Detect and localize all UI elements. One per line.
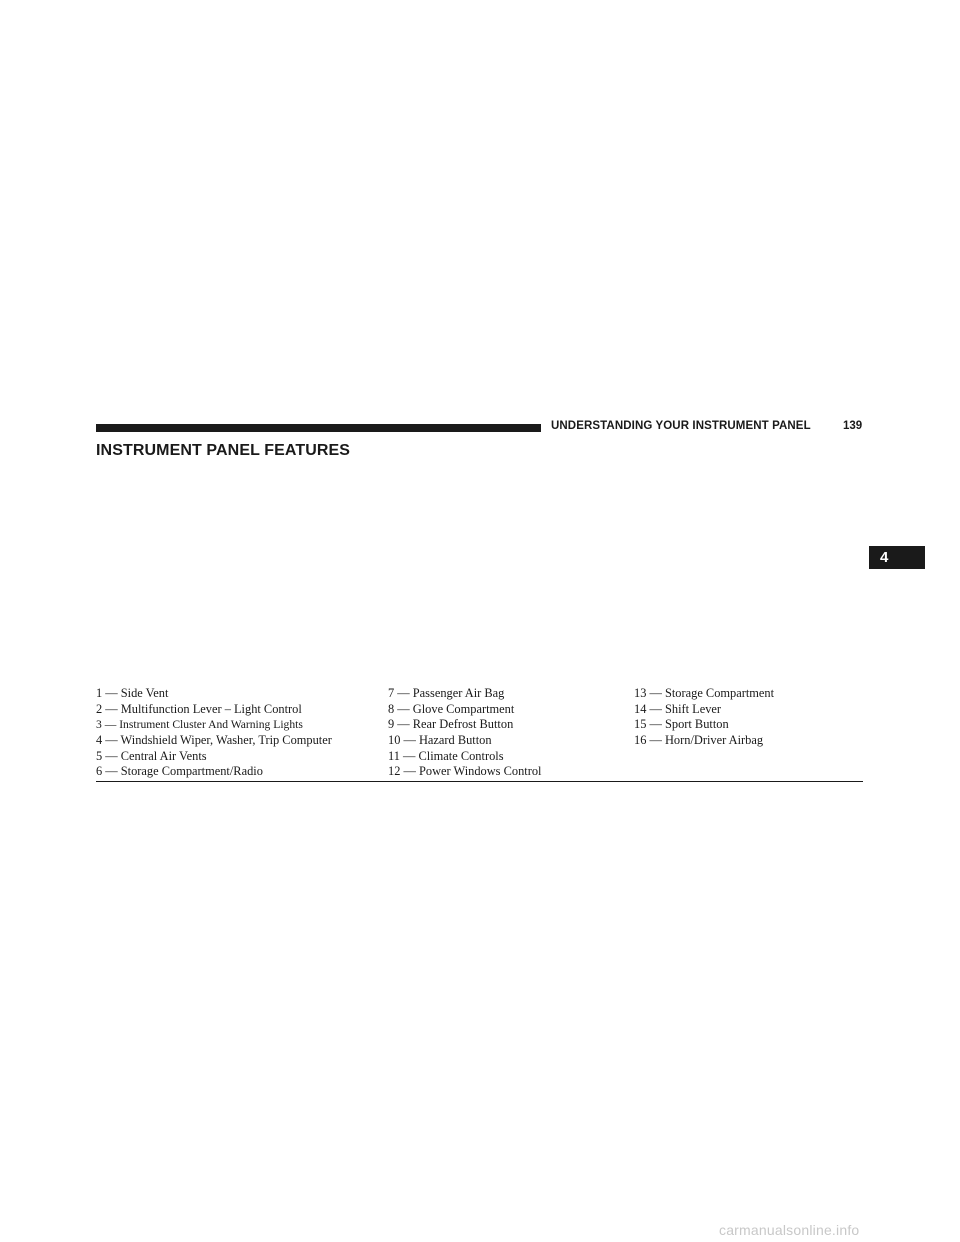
legend-item: 16 — Horn/Driver Airbag xyxy=(634,733,764,748)
section-title: INSTRUMENT PANEL FEATURES xyxy=(96,442,351,459)
legend-item: 5 — Central Air Vents xyxy=(96,748,207,763)
legend-item: 2 — Multifunction Lever – Light Control xyxy=(96,701,302,716)
legend-item: 11 — Climate Controls xyxy=(388,748,504,763)
legend-column-1 xyxy=(96,686,332,780)
legend-item: 13 — Storage Compartment xyxy=(634,686,775,700)
legend-item: 14 — Shift Lever xyxy=(634,701,722,716)
legend-item: 9 — Rear Defrost Button xyxy=(388,717,514,732)
legend-item: 10 — Hazard Button xyxy=(388,733,492,748)
legend-column-2 xyxy=(388,686,541,780)
legend-item: 12 — Power Windows Control xyxy=(388,764,542,779)
legend-item: 8 — Glove Compartment xyxy=(388,701,515,716)
legend-item: 4 — Windshield Wiper, Washer, Trip Computer xyxy=(96,733,332,748)
header-rule-bar xyxy=(96,424,541,432)
running-header-title: UNDERSTANDING YOUR INSTRUMENT PANEL xyxy=(551,420,811,432)
legend-bottom-rule xyxy=(96,781,863,782)
legend-item: 1 — Side Vent xyxy=(96,686,169,700)
legend-item: 15 — Sport Button xyxy=(634,717,729,732)
page-number: 139 xyxy=(843,420,863,432)
legend-column-3 xyxy=(634,686,774,749)
chapter-tab[interactable]: 4 xyxy=(869,546,925,569)
legend-item: 6 — Storage Compartment/Radio xyxy=(96,764,263,779)
legend-item: 3 — Instrument Cluster And Warning Lights xyxy=(96,718,303,732)
legend-item: 7 — Passenger Air Bag xyxy=(388,686,505,700)
watermark: carmanualsonline.info xyxy=(719,1222,860,1238)
